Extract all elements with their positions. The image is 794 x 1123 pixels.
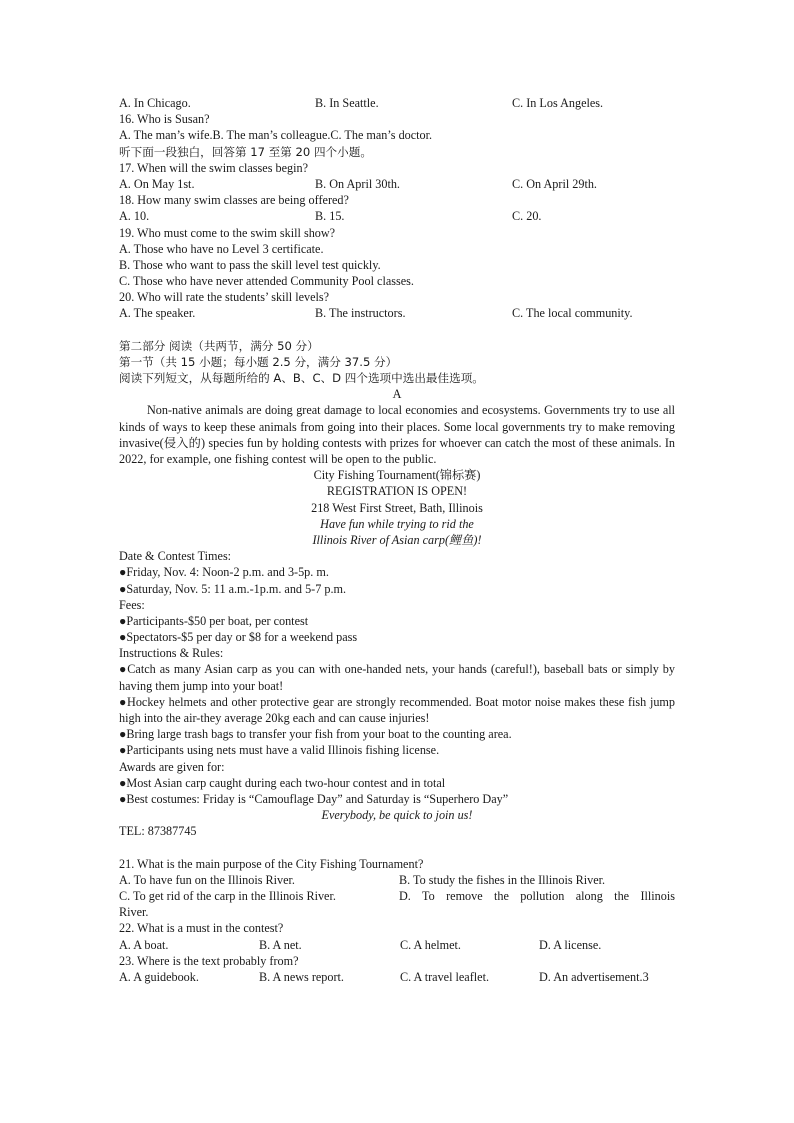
option-b: B. A news report. [259, 969, 344, 984]
option-a: A. In Chicago. [119, 96, 191, 110]
fee-item: ●Spectators-$5 per day or $8 for a weekend pass [119, 630, 358, 645]
q17-options [119, 176, 675, 192]
fee-item: ●Participants-$50 per boat, per contest [119, 613, 309, 628]
q19-question: 19. Who must come to the swim skill show? [119, 225, 336, 240]
ad-slogan-1: Have fun while trying to rid the [320, 516, 474, 531]
option-b: B. A net. [259, 937, 302, 952]
times-heading: Date & Contest Times: [119, 549, 232, 564]
option-c: C. 20. [512, 209, 542, 224]
exam-page [119, 95, 675, 985]
award-item: ●Most Asian carp caught during each two-hour contest and in total [119, 775, 446, 790]
option-c: C. In Los Angeles. [512, 96, 604, 110]
reading-instruction: 阅读下列短文，从每题所给的 A、B、C、D 四个选项中选出最佳选项。 [119, 371, 484, 385]
option-a: A. A guidebook. [119, 969, 199, 984]
q20-question: 20. Who will rate the students’ skill levels? [119, 290, 330, 305]
spacer [119, 840, 675, 856]
part2-heading: 第二部分 阅读（共两节，满分 50 分） [119, 338, 319, 353]
award-item: ●Best costumes: Friday is “Camouflage Day” and Saturday is “Superhero Day” [119, 792, 509, 806]
ad-address: 218 West First Street, Bath, Illinois [311, 500, 483, 515]
option-a: A. A boat. [119, 937, 169, 952]
option-a: A. 10. [119, 209, 150, 224]
option-d-text: D. An advertisement. [539, 969, 643, 984]
option-b: B. To study the fishes in the Illinois River. [399, 872, 606, 887]
option-d: D. To remove the pollution along the Illinois [399, 888, 675, 903]
q21-question: 21. What is the main purpose of the City Fishing Tournament? [119, 856, 424, 871]
time-item: ●Saturday, Nov. 5: 11 a.m.-1p.m. and 5-7 p.m. [119, 581, 347, 596]
option-b: B. In Seattle. [315, 96, 379, 110]
option-c: C. A travel leaflet. [400, 969, 490, 984]
awards-heading: Awards are given for: [119, 759, 225, 774]
option-c: C. A helmet. [400, 937, 461, 952]
q16-question: 16. Who is Susan? [119, 112, 210, 127]
option-b: B. On April 30th. [315, 176, 400, 191]
passage-label: A [392, 387, 402, 402]
ad-slogan-2: Illinois River of Asian carp(鲤鱼)! [312, 532, 482, 547]
rule-item: ●Catch as many Asian carp as you can with one-handed nets, your hands (careful!), baseball bats or simply by having them jump into your boat! [119, 662, 675, 693]
spacer [119, 322, 675, 338]
ad-tel: TEL: 87387745 [119, 824, 197, 839]
time-item: ●Friday, Nov. 4: Noon-2 p.m. and 3-5p. m. [119, 565, 329, 580]
q16-options: A. The man’s wife.B. The man’s colleague.C. The man’s doctor. [119, 128, 433, 143]
q23-question: 23. Where is the text probably from? [119, 953, 299, 968]
q20-options [119, 305, 675, 321]
option-b: B. 15. [315, 209, 345, 224]
q22-question: 22. What is a must in the contest? [119, 921, 284, 936]
option-b: B. The instructors. [315, 306, 406, 321]
q18-question: 18. How many swim classes are being offered? [119, 193, 349, 208]
ad-closing: Everybody, be quick to join us! [321, 808, 473, 823]
passage-intro: Non-native animals are doing great damage to local economies and ecosystems. Governments try to use all kinds of ways to keep these animals from going into their places. Some local governments try to make removing invasive(侵入的) species fun by holding contests with prizes for whoever can catch the most of these animals. In 2022, for example, one fishing contest will be open to the public. [119, 403, 675, 466]
option-a: A. The speaker. [119, 306, 196, 321]
q19-option-c: C. Those who have never attended Community Pool classes. [119, 274, 414, 289]
ad-title: City Fishing Tournament(锦标赛) [313, 468, 481, 483]
q19-option-a: A. Those who have no Level 3 certificate. [119, 241, 324, 256]
option-a: A. On May 1st. [119, 176, 195, 191]
q17-question: 17. When will the swim classes begin? [119, 160, 308, 175]
page-number: 3 [642, 969, 649, 984]
q21-options-ab [119, 872, 675, 888]
option-c: C. To get rid of the carp in the Illinois River. [119, 888, 336, 903]
option-d [539, 969, 649, 985]
q21-option-d-wrap: River. [119, 905, 149, 920]
q21-options-cd [119, 888, 675, 904]
rule-item: ●Hockey helmets and other protective gear are strongly recommended. Boat motor noise makes these fish jump high into the air-they average 20kg each and can cause injuries! [119, 694, 675, 726]
option-d: D. A license. [539, 937, 602, 952]
rules-heading: Instructions & Rules: [119, 646, 224, 661]
fees-heading: Fees: [119, 597, 145, 612]
q15-options [119, 95, 675, 111]
monologue-instruction: 听下面一段独白，回答第 17 至第 20 四个小题。 [119, 144, 372, 159]
q19-option-b: B. Those who want to pass the skill level test quickly. [119, 257, 381, 272]
q23-options [119, 969, 675, 985]
q22-options [119, 937, 675, 953]
option-c: C. The local community. [512, 306, 633, 321]
option-a: A. To have fun on the Illinois River. [119, 872, 295, 887]
rule-item: ●Participants using nets must have a valid Illinois fishing license. [119, 743, 440, 758]
q18-options [119, 208, 675, 224]
rule-item: ●Bring large trash bags to transfer your fish from your boat to the counting area. [119, 727, 512, 742]
option-c: C. On April 29th. [512, 176, 597, 191]
section1-heading: 第一节（共 15 小题；每小题 2.5 分，满分 37.5 分） [119, 354, 398, 369]
ad-registration: REGISTRATION IS OPEN! [326, 484, 468, 499]
